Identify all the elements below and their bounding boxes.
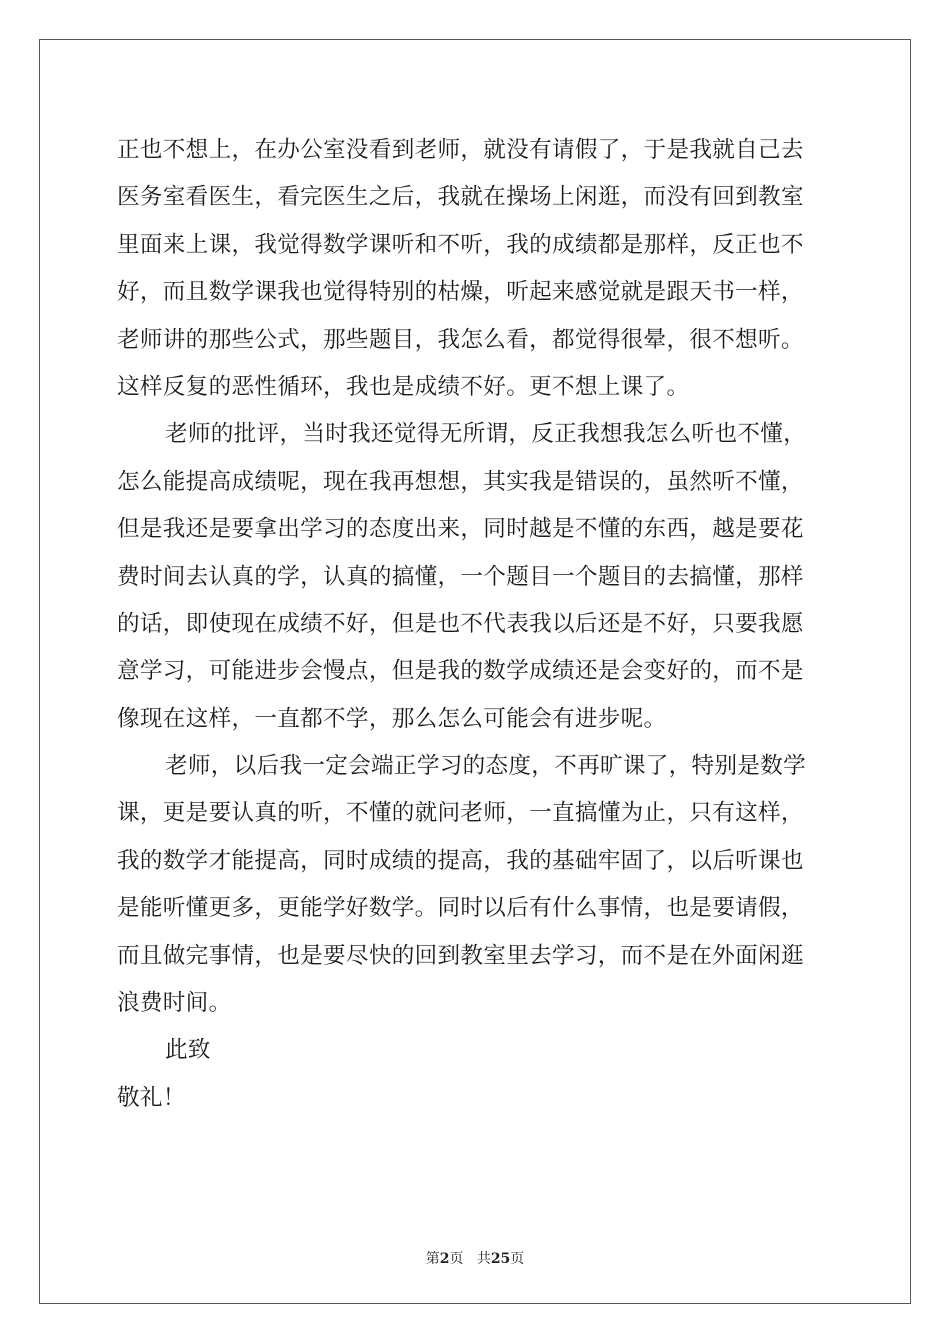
text-line: 的话，即使现在成绩不好，但是也不代表我以后还是不好，只要我愿 bbox=[117, 610, 804, 637]
text-line: 怎么能提高成绩呢，现在我再想想，其实我是错误的，虽然听不懂， bbox=[117, 468, 804, 495]
text-line: 浪费时间。 bbox=[117, 990, 232, 1017]
text-line: 是能听懂更多，更能学好数学。同时以后有什么事情，也是要请假， bbox=[117, 895, 804, 922]
text-line: 课，更是要认真的听，不懂的就问老师，一直搞懂为止，只有这样， bbox=[117, 800, 804, 827]
text-line: 里面来上课，我觉得数学课听和不听，我的成绩都是那样，反正也不 bbox=[117, 231, 804, 258]
page-footer bbox=[0, 1248, 950, 1268]
text-line: 好，而且数学课我也觉得特别的枯燥，听起来感觉就是跟天书一样， bbox=[117, 279, 804, 306]
text-line: 我的数学才能提高，同时成绩的提高，我的基础牢固了，以后听课也 bbox=[117, 847, 804, 874]
text-line: 意学习，可能进步会慢点，但是我的数学成绩还是会变好的，而不是 bbox=[117, 658, 804, 685]
text-line: 费时间去认真的学，认真的搞懂，一个题目一个题目的去搞懂，那样 bbox=[117, 563, 804, 590]
text-line: 像现在这样，一直都不学，那么怎么可能会有进步呢。 bbox=[117, 705, 667, 732]
footer-total-suffix: 页 bbox=[510, 1251, 525, 1267]
footer-page-suffix: 页 bbox=[449, 1251, 464, 1267]
text-line: 而且做完事情，也是要尽快的回到教室里去学习，而不是在外面闲逛 bbox=[117, 942, 804, 969]
footer-total-prefix: 共 bbox=[476, 1251, 491, 1267]
text-line: 这样反复的恶性循环，我也是成绩不好。更不想上课了。 bbox=[117, 373, 690, 400]
footer-page-prefix: 第 bbox=[425, 1251, 440, 1267]
footer-page-number: 2 bbox=[439, 1251, 450, 1267]
footer-total-pages: 25 bbox=[490, 1251, 511, 1267]
text-line: 医务室看医生，看完医生之后，我就在操场上闲逛，而没有回到教室 bbox=[117, 184, 804, 211]
text-line: 此致 bbox=[165, 1037, 211, 1064]
document-body bbox=[117, 127, 837, 1122]
text-line: 但是我还是要拿出学习的态度出来，同时越是不懂的东西，越是要花 bbox=[117, 516, 804, 543]
text-line: 老师的批评，当时我还觉得无所谓，反正我想我怎么听也不懂， bbox=[165, 421, 807, 448]
text-line: 老师，以后我一定会端正学习的态度，不再旷课了，特别是数学 bbox=[165, 753, 807, 780]
text-line: 老师讲的那些公式，那些题目，我怎么看，都觉得很晕，很不想听。 bbox=[117, 326, 804, 353]
text-line: 正也不想上，在办公室没看到老师，就没有请假了，于是我就自己去 bbox=[117, 137, 804, 163]
text-line: 敬礼！ bbox=[117, 1084, 186, 1111]
